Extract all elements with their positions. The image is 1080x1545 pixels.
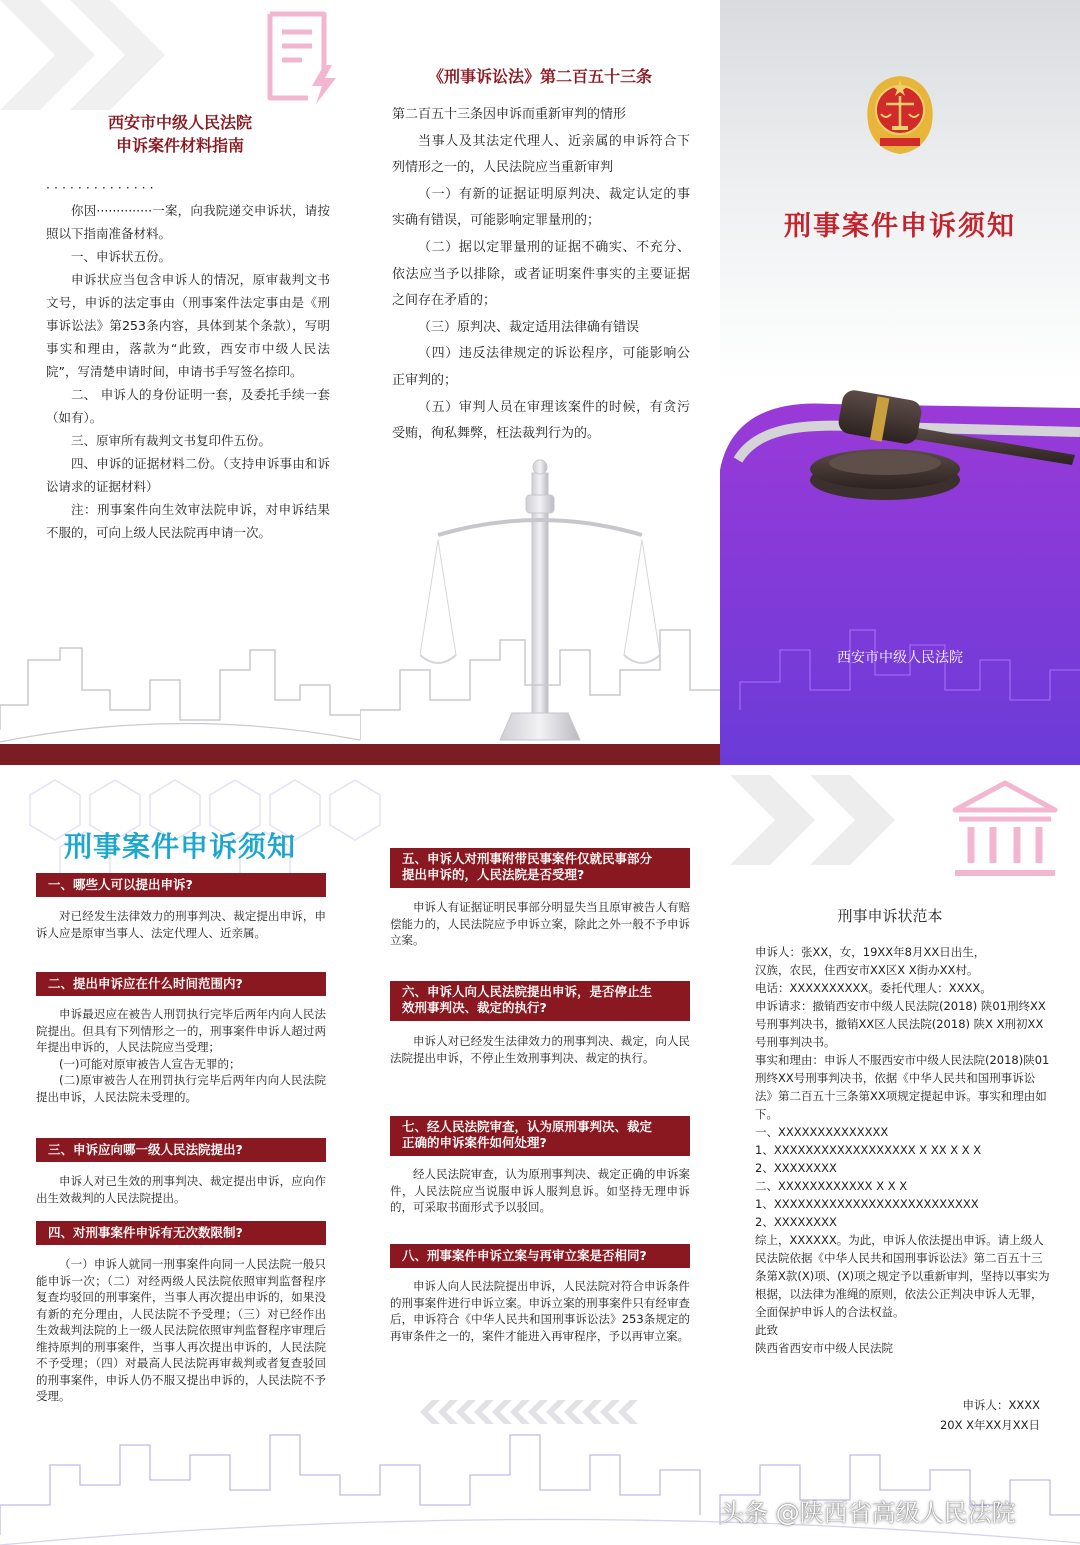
section-5-header (390, 848, 690, 888)
section-6-paragraph: 申诉人对已经发生法律效力的刑事判决、裁定，向人民法院提出申诉，不停止生效刑事判决、裁定的执行。 (390, 1034, 690, 1065)
section-5-header-line1: 五、申诉人对刑事附带民事案件仅就民事部分 (402, 851, 653, 866)
section-3-paragraph: 申诉人对已生效的刑事判决、裁定提出申诉，应向作出生效裁判的人民法院提出。 (36, 1174, 326, 1205)
law-article-body (392, 102, 690, 448)
cover-panel (720, 0, 1080, 765)
guide-body (46, 176, 330, 544)
section-7-header-line2: 正确的申诉案件如何处理? (402, 1135, 547, 1150)
petition-line-4: 申诉请求：撤销西安市中级人民法院(2018) 陕01刑终XX号刑事判决书，撤销XX区人民法院(2018) 陕X X刑初XX号刑事判决书。 (755, 999, 1046, 1049)
petition-line-12: 综上，XXXXXX。为此，申诉人依法提出申诉。请上级人民法院依据《中华人民共和国刑事诉讼法》第二百五十三条第X款(X)项、(X)项之规定予以重新审判，坚持以事实为根据，以法律为准绳的原则，依法公正判决申诉人无罪，全面保护申诉人的合法权益。 (755, 1233, 1050, 1319)
petition-line-5: 事实和理由：申诉人不服西安市中级人民法院(2018)陕01刑终XX号刑事判决书，依据《中华人民共和国刑事诉讼法》第二百五十三条第XX项规定提起申诉。事实和理由如下。 (755, 1053, 1050, 1121)
brochure-inner-sheet (0, 775, 1080, 1545)
guide-para-note: 注：刑事案件向生效审法院申诉，对申诉结果不服的，可向上级人民法院再申请一次。 (46, 502, 330, 540)
notice-title: 刑事案件申诉须知 (63, 830, 296, 863)
section-8-paragraph: 申诉人向人民法院提出申诉，人民法院对符合申诉条件的刑事案件进行申诉立案。申诉立案的刑事案件只有经审查后，申诉符合《中华人民共和国刑事诉讼法》253条规定的再审条件之一的，案件才能进入再审程序，予以再审立案。 (390, 1279, 690, 1343)
section-7-paragraph: 经人民法院审查，认为原刑事判决、裁定正确的申诉案件，人民法院应当说服申诉人服判息诉。如坚持无理申诉的，可采取书面形式予以驳回。 (390, 1167, 690, 1214)
law-line-1: 第二百五十三条因申诉而重新审判的情形 (392, 107, 627, 122)
court-emblem-icon (855, 68, 945, 158)
city-skyline-outline (360, 600, 720, 750)
petition-line-7: 1、XXXXXXXXXXXXXXXXXX X XX X X X (755, 1143, 982, 1157)
gavel-icon (800, 385, 1080, 505)
section-5-header-line2: 提出申诉的，人民法院是否受理? (402, 867, 585, 882)
law-article-heading: 《刑事诉讼法》第二百五十三条 (427, 67, 652, 86)
criminal-procedure-law-panel (360, 0, 720, 765)
petition-line-9: 二、XXXXXXXXXXXX X X X (755, 1179, 908, 1193)
petition-line-11: 2、XXXXXXXX (755, 1215, 837, 1229)
footer-band (0, 744, 720, 765)
section-1-paragraph: 对已经发生法律效力的刑事判决、裁定提出申诉，申诉人应是原审当事人、法定代理人、近亲属。 (36, 909, 326, 940)
guide-para-item1: 一、申诉状五份。 (71, 249, 172, 264)
section-6-header-line2: 效刑事判决、裁定的执行? (402, 1000, 547, 1015)
brochure-outer-sheet (0, 0, 1080, 765)
section-2-item-2: (二)原审被告人在刑罚执行完毕后两年内向人民法院提出申诉，人民法院未受理的。 (36, 1073, 326, 1104)
section-5-paragraph: 申诉人有证据证明民事部分明显失当且原审被告人有赔偿能力的，人民法院应予申诉立案，除此之外一般不予申诉立案。 (390, 900, 690, 947)
document-lightning-icon (262, 10, 342, 105)
section-5-text (390, 899, 690, 949)
guide-para-item4: 四、申诉的证据材料二份。（支持申诉事由和诉讼请求的证据材料） (46, 456, 330, 494)
law-line-7: （五）审判人员在审理该案件的时候，有贪污受贿，徇私舞弊，枉法裁判行为的。 (392, 399, 690, 442)
petition-line-14: 陕西省西安市中级人民法院 (755, 1341, 893, 1355)
petition-line-13: 此致 (755, 1323, 778, 1337)
section-1-header: 一、哪些人可以提出申诉? (36, 873, 326, 897)
section-2-header: 二、提出申诉应在什么时间范围内? (36, 972, 326, 996)
guide-title-line2: 申诉案件材料指南 (115, 136, 244, 155)
guide-para-intro: 你因··············一案，向我院递交申诉状，请按照以下指南准备材料。 (46, 203, 330, 241)
petition-line-1: 申诉人：张XX，女，19XX年8月XX日出生， (755, 945, 986, 959)
law-line-2: 当事人及其法定代理人、近亲属的申诉符合下列情形之一的，人民法院应当重新审判 (392, 133, 690, 176)
petition-line-2: 汉族，农民，住西安市XX区X X街办XX村。 (755, 963, 979, 977)
section-3-header: 三、申诉应向哪一级人民法院提出? (36, 1138, 326, 1162)
section-8-header: 八、刑事案件申诉立案与再审立案是否相同? (390, 1244, 690, 1268)
petition-line-10: 1、XXXXXXXXXXXXXXXXXXXXXXXXXX (755, 1197, 979, 1211)
watermark-text: 头条 @陕西省高级人民法院 (720, 1499, 1016, 1527)
law-line-3: （一）有新的证据证明原判决、裁定认定的事实确有错误，可能影响定罪量刑的； (392, 186, 690, 229)
courthouse-icon (945, 775, 1065, 885)
section-6-text (390, 1033, 690, 1066)
materials-guide-panel (0, 0, 360, 765)
petition-template-body (755, 943, 1050, 1357)
section-7-header-line1: 七、经人民法院审查，认为原刑事判决、裁定 (402, 1119, 653, 1134)
petition-signer: 申诉人：XXXX (962, 1398, 1040, 1412)
cover-court-name: 西安市中级人民法院 (837, 650, 963, 666)
law-line-5: （三）原判决、裁定适用法律确有错误 (418, 319, 640, 335)
law-line-6: （四）违反法律规定的诉讼程序，可能影响公正审判的； (392, 346, 690, 388)
petition-line-6: 一、XXXXXXXXXXXXXX (755, 1125, 889, 1139)
chevron-arrows-icon (730, 775, 920, 865)
city-skyline-outline (0, 610, 360, 750)
guide-para-item1-detail: 申诉状应当包含申诉人的情况，原审裁判文书文号，申诉的法定事由（刑事案件法定事由是《刑事诉讼法》第253条内容，具体到某个条款），写明事实和理由，落款为“此致，西安市中级人民法院”，写清楚申请时间，申请书手写签名捺印。 (46, 272, 330, 379)
petition-template-title: 刑事申诉状范本 (837, 907, 943, 925)
guide-para-item3: 三、原审所有裁判文书复印件五份。 (71, 433, 272, 448)
section-3-text (36, 1173, 326, 1206)
section-2-text (36, 1006, 326, 1105)
section-2-item-1: (一)可能对原审被告人宣告无罪的； (59, 1056, 241, 1071)
section-4-paragraph: （一）申诉人就同一刑事案件向同一人民法院一般只能申诉一次；（二）对经两级人民法院依照审判监督程序复查均驳回的刑事案件，当事人再次提出申诉的，如果没有新的充分理由，人民法院不予受理；（三）对已经作出生效裁判法院的上一级人民法院依照审判监督程序审理后维持原判的刑事案件，当事人再次提出申诉的，人民法院不予受理；（四）对最高人民法院再审裁判或者复查驳回的刑事案件，申诉人仍不服又提出申诉的，人民法院不予受理。 (36, 1257, 326, 1403)
section-7-text (390, 1166, 690, 1216)
section-7-header (390, 1116, 690, 1156)
guide-dots: ·············· (46, 180, 158, 195)
law-line-4: （二）据以定罪量刑的证据不确实、不充分、依法应当予以排除，或者证明案件事实的主要证据之间存在矛盾的； (392, 239, 690, 309)
section-4-header: 四、对刑事案件申诉有无次数限制? (36, 1221, 326, 1245)
section-8-text (390, 1278, 690, 1344)
section-6-header-line1: 六、申诉人向人民法院提出申诉，是否停止生 (402, 984, 653, 999)
petition-date: 20X X年XX月XX日 (939, 1418, 1040, 1432)
section-4-text (36, 1256, 326, 1405)
petition-line-8: 2、XXXXXXXX (755, 1161, 837, 1175)
section-2-paragraph: 申诉最迟应在被告人刑罚执行完毕后两年内向人民法院提出。但具有下列情形之一的，刑事案件申诉人超过两年提出申诉的，人民法院应当受理； (36, 1007, 326, 1054)
guide-para-item2: 二、 申诉人的身份证明一套，及委托手续一套（如有）。 (46, 387, 330, 425)
guide-title-line1: 西安市中级人民法院 (107, 113, 252, 132)
chevron-arrows-icon (0, 0, 170, 110)
cover-title: 刑事案件申诉须知 (784, 211, 1016, 242)
section-1-text (36, 908, 326, 941)
section-6-header (390, 981, 690, 1021)
petition-line-3: 电话：XXXXXXXXXX。委托代理人：XXXX。 (755, 981, 992, 995)
